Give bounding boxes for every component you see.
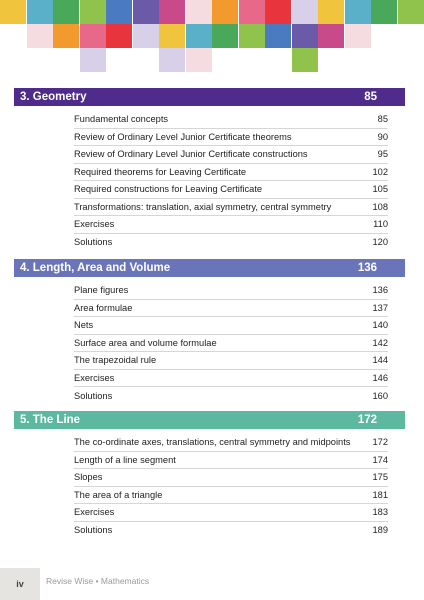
mosaic-tile <box>239 24 265 48</box>
toc-entry[interactable] <box>74 335 388 353</box>
mosaic-tile <box>80 24 106 48</box>
mosaic-tile <box>106 24 132 48</box>
entry-label: Solutions <box>74 390 113 401</box>
mosaic-tile <box>265 0 291 24</box>
decorative-mosaic-header <box>0 0 424 80</box>
entry-label: Area formulae <box>74 302 133 313</box>
section-header[interactable] <box>14 259 405 277</box>
mosaic-tile <box>27 0 53 24</box>
entry-label: Length of a line segment <box>74 454 176 465</box>
section-title: 3. Geometry <box>20 91 87 103</box>
mosaic-tile <box>186 24 212 48</box>
entry-page: 108 <box>372 201 388 212</box>
section-page-number: 136 <box>357 262 377 274</box>
toc-entry[interactable] <box>74 181 388 199</box>
entry-page: 105 <box>372 184 388 195</box>
entry-page: 85 <box>377 114 388 125</box>
mosaic-tile <box>159 0 185 24</box>
entry-label: Solutions <box>74 525 113 536</box>
mosaic-tile <box>159 48 185 72</box>
mosaic-tile <box>186 0 212 24</box>
mosaic-tile <box>292 24 318 48</box>
entry-label: Solutions <box>74 237 113 248</box>
toc-entry[interactable] <box>74 282 388 300</box>
book-title: Revise Wise • Mathematics <box>46 576 150 586</box>
mosaic-tile <box>318 0 344 24</box>
toc-entry[interactable] <box>74 504 388 522</box>
toc-entry[interactable] <box>74 317 388 335</box>
toc-entry[interactable] <box>74 352 388 370</box>
entry-page: 95 <box>377 149 388 160</box>
entry-label: The co-ordinate axes, translations, central symmetry and midpoints <box>74 437 351 448</box>
mosaic-tile <box>345 0 371 24</box>
entry-label: Review of Ordinary Level Junior Certificate constructions <box>74 149 308 160</box>
toc-entry[interactable] <box>74 487 388 505</box>
entry-page: 172 <box>372 437 388 448</box>
toc-section-geometry <box>14 88 405 251</box>
toc-entry[interactable] <box>74 434 388 452</box>
entry-label: The trapezoidal rule <box>74 355 157 366</box>
mosaic-tile <box>265 24 291 48</box>
entry-label: Surface area and volume formulae <box>74 337 217 348</box>
section-entries <box>74 282 388 405</box>
toc-entry[interactable] <box>74 300 388 318</box>
section-title: 4. Length, Area and Volume <box>20 262 171 274</box>
toc-entry[interactable] <box>74 199 388 217</box>
entry-page: 175 <box>372 472 388 483</box>
mosaic-tile <box>186 48 212 72</box>
entry-label: Required constructions for Leaving Certificate <box>74 184 263 195</box>
toc-entry[interactable] <box>74 164 388 182</box>
mosaic-tile <box>371 0 397 24</box>
mosaic-tile <box>106 0 132 24</box>
mosaic-tile <box>0 0 26 24</box>
entry-label: Exercises <box>74 219 115 230</box>
mosaic-tile <box>27 24 53 48</box>
entry-page: 136 <box>372 285 388 296</box>
entry-label: The area of a triangle <box>74 489 163 500</box>
mosaic-tile <box>212 24 238 48</box>
entry-page: 146 <box>372 372 388 383</box>
entry-page: 110 <box>373 219 388 230</box>
mosaic-tile <box>212 0 238 24</box>
mosaic-tile <box>133 0 159 24</box>
toc-entry[interactable] <box>74 111 388 129</box>
entry-label: Required theorems for Leaving Certificate <box>74 166 247 177</box>
page-number-badge: iv <box>0 568 40 600</box>
entry-label: Review of Ordinary Level Junior Certificate theorems <box>74 131 292 142</box>
entry-page: 160 <box>372 390 388 401</box>
toc-entry[interactable] <box>74 146 388 164</box>
entry-page: 142 <box>372 337 388 348</box>
section-header[interactable] <box>14 411 405 429</box>
entry-page: 102 <box>372 166 388 177</box>
toc-entry[interactable] <box>74 370 388 388</box>
entry-page: 140 <box>372 320 388 331</box>
mosaic-tile <box>292 0 318 24</box>
toc-entry[interactable] <box>74 234 388 252</box>
entry-label: Plane figures <box>74 285 129 296</box>
entry-label: Exercises <box>74 372 115 383</box>
mosaic-tile <box>292 48 318 72</box>
section-entries <box>74 434 388 539</box>
toc-entry[interactable] <box>74 387 388 405</box>
toc-section-length-area-volume <box>14 259 405 405</box>
mosaic-tile <box>133 24 159 48</box>
entry-page: 174 <box>372 454 388 465</box>
entry-page: 181 <box>372 489 388 500</box>
mosaic-tile <box>398 0 424 24</box>
entry-label: Fundamental concepts <box>74 114 169 125</box>
section-header[interactable] <box>14 88 405 106</box>
entry-label: Slopes <box>74 472 103 483</box>
toc-entry[interactable] <box>74 129 388 147</box>
entry-page: 183 <box>372 507 388 518</box>
entry-page: 120 <box>372 237 388 248</box>
mosaic-tile <box>80 0 106 24</box>
mosaic-tile <box>318 24 344 48</box>
entry-page: 137 <box>372 302 388 313</box>
mosaic-tile <box>345 24 371 48</box>
entry-page: 144 <box>372 355 388 366</box>
section-page-number: 85 <box>364 91 377 103</box>
entry-label: Nets <box>74 320 94 331</box>
section-title: 5. The Line <box>20 414 81 426</box>
entry-label: Exercises <box>74 507 115 518</box>
mosaic-tile <box>53 0 79 24</box>
toc-entry[interactable] <box>74 452 388 470</box>
mosaic-tile <box>239 0 265 24</box>
entry-label: Transformations: translation, axial symmetry, central symmetry <box>74 201 332 212</box>
mosaic-tile <box>80 48 106 72</box>
toc-entry[interactable] <box>74 216 388 234</box>
page-footer <box>0 568 424 600</box>
mosaic-tile <box>159 24 185 48</box>
entry-page: 90 <box>377 131 388 142</box>
section-page-number: 172 <box>357 414 377 426</box>
toc-section-the-line <box>14 411 405 539</box>
section-entries <box>74 111 388 251</box>
toc-entry[interactable] <box>74 522 388 540</box>
mosaic-tile <box>53 24 79 48</box>
entry-page: 189 <box>372 525 388 536</box>
toc-entry[interactable] <box>74 469 388 487</box>
